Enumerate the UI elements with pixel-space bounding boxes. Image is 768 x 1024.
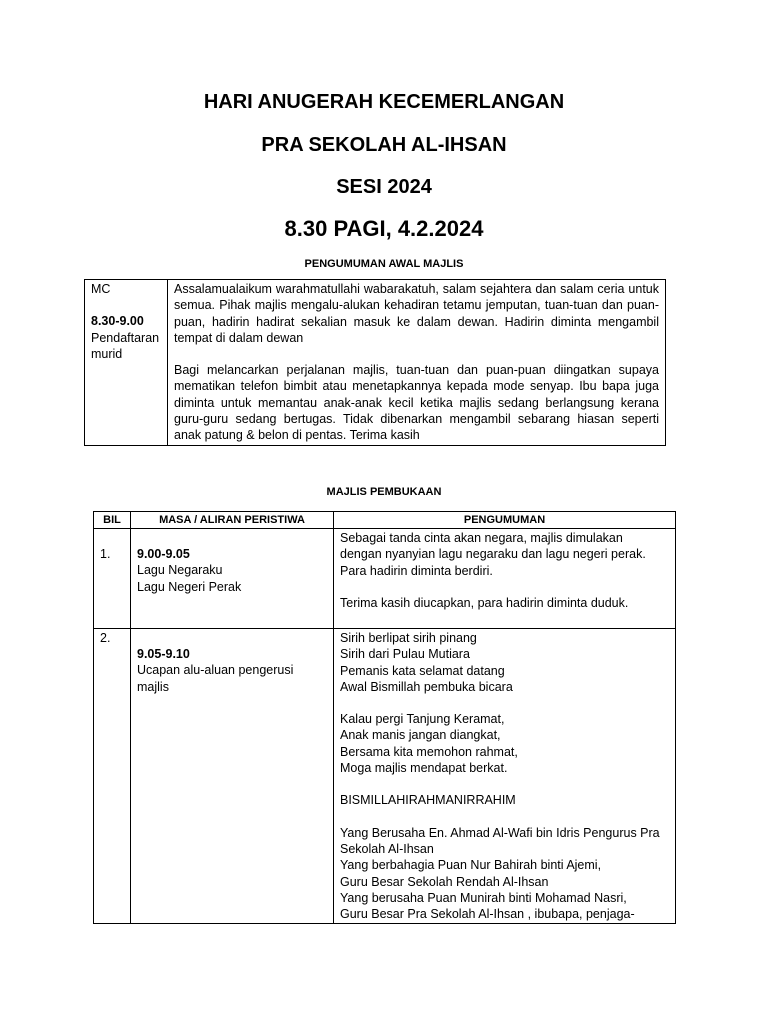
spacer: [340, 776, 669, 792]
mc-time: 8.30-9.00: [91, 314, 144, 329]
spacer: [137, 530, 327, 546]
document-title-line-1: HARI ANUGERAH KECEMERLANGAN: [203, 91, 565, 113]
announcement-line: Bersama kita memohon rahmat,: [340, 744, 518, 759]
table-row: [85, 280, 666, 446]
announcement-line: Pemanis kata selamat datang: [340, 663, 505, 678]
row-announcement: [334, 529, 676, 629]
announcement-line: Para hadirin diminta berdiri.: [340, 563, 493, 578]
majlis-pembukaan-table: [93, 511, 676, 924]
row-number: [94, 629, 131, 924]
row-time-events: [131, 629, 334, 924]
row-event: Ucapan alu-aluan pengerusi: [137, 663, 294, 678]
announcement-line: BISMILLAHIRAHMANIRRAHIM: [340, 793, 516, 808]
table-header-row: [94, 512, 676, 529]
column-header-masa: MASA / ALIRAN PERISTIWA: [131, 512, 334, 529]
column-header-pengumuman: PENGUMUMAN: [334, 512, 676, 529]
row-event: majlis: [137, 679, 169, 694]
section-heading-pengumuman-awal: PENGUMUMAN AWAL MAJLIS: [304, 258, 464, 270]
spacer: [340, 695, 669, 711]
spacer: [340, 809, 669, 825]
announcement-line: Kalau pergi Tanjung Keramat,: [340, 712, 505, 727]
announcement-line: Terima kasih diucapkan, para hadirin diminta duduk.: [340, 595, 629, 610]
announcement-line: Anak manis jangan diangkat,: [340, 728, 501, 743]
row-announcement: [334, 629, 676, 924]
announcement-line: Guru Besar Pra Sekolah Al-Ihsan , ibubapa, penjaga-: [340, 907, 635, 922]
announcement-line: Sirih dari Pulau Mutiara: [340, 647, 470, 662]
row-event: Lagu Negeri Perak: [137, 579, 242, 594]
document-title-line-4: 8.30 PAGI, 4.2.2024: [284, 216, 484, 241]
row-number-text: 2.: [100, 631, 111, 645]
announcement-line: Guru Besar Sekolah Rendah Al-Ihsan: [340, 874, 549, 889]
mc-role: MC: [91, 282, 111, 296]
announcement-line: dengan nyanyian lagu negaraku dan lagu negeri perak.: [340, 547, 646, 562]
announcement-line: Sekolah Al-Ihsan: [340, 841, 434, 856]
table-row: [94, 529, 676, 629]
mc-script-cell: [168, 280, 666, 446]
mc-cell: [85, 280, 168, 446]
announcement-line: Yang berusaha Puan Munirah binti Mohamad Nasri,: [340, 890, 627, 905]
row-number: [94, 529, 131, 629]
mc-paragraph-2: Bagi melancarkan perjalanan majlis, tuan-tuan dan puan-puan diingatkan supaya mematikan telefon bimbit atau menetapkannya kepada mode senyap. Ibu bapa juga diminta untuk memantau anak-anak kecil ketika majlis sedang berlangsung kerana guru-guru sedang bertugas. Tidak dibenarkan mengambil sebarang hiasan seperti anak patung & belon di pentas. Terima kasih: [174, 363, 659, 443]
announcement-line: Sebagai tanda cinta akan negara, majlis dimulakan: [340, 531, 623, 545]
mc-paragraph-1: Assalamualaikum warahmatullahi wabarakatuh, salam sejahtera dan salam ceria untuk semua. Pihak majlis mengalu-alukan kehadiran tetamu jemputan, tuan-tuan dan puan-puan, hadirin hadirat sekalian masuk ke dalam dewan. Hadirin diminta mengambil tempat di dalam dewan: [174, 282, 659, 345]
row-number-text: 1.: [100, 547, 111, 561]
column-header-bil: BIL: [94, 512, 131, 529]
spacer: [100, 530, 124, 546]
announcement-line: Awal Bismillah pembuka bicara: [340, 679, 513, 694]
document-title-line-3: SESI 2024: [336, 176, 432, 198]
spacer: [137, 630, 327, 646]
section-heading-majlis-pembukaan: MAJLIS PEMBUKAAN: [326, 486, 442, 498]
row-event: Lagu Negaraku: [137, 563, 223, 578]
announcement-line: Yang Berusaha En. Ahmad Al-Wafi bin Idris Pengurus Pra: [340, 825, 660, 840]
row-time: 9.05-9.10: [137, 647, 190, 661]
row-time-events: [131, 529, 334, 629]
announcement-line: Yang berbahagia Puan Nur Bahirah binti Ajemi,: [340, 858, 602, 873]
pengumuman-awal-table: [84, 279, 666, 446]
announcement-line: Sirih berlipat sirih pinang: [340, 631, 477, 645]
document-title-line-2: PRA SEKOLAH AL-IHSAN: [261, 134, 507, 156]
table-row: [94, 629, 676, 924]
spacer: [91, 297, 161, 313]
announcement-line: Moga majlis mendapat berkat.: [340, 761, 508, 776]
mc-event: Pendaftaran murid: [91, 330, 160, 361]
row-time: 9.00-9.05: [137, 547, 190, 561]
spacer: [340, 579, 669, 595]
